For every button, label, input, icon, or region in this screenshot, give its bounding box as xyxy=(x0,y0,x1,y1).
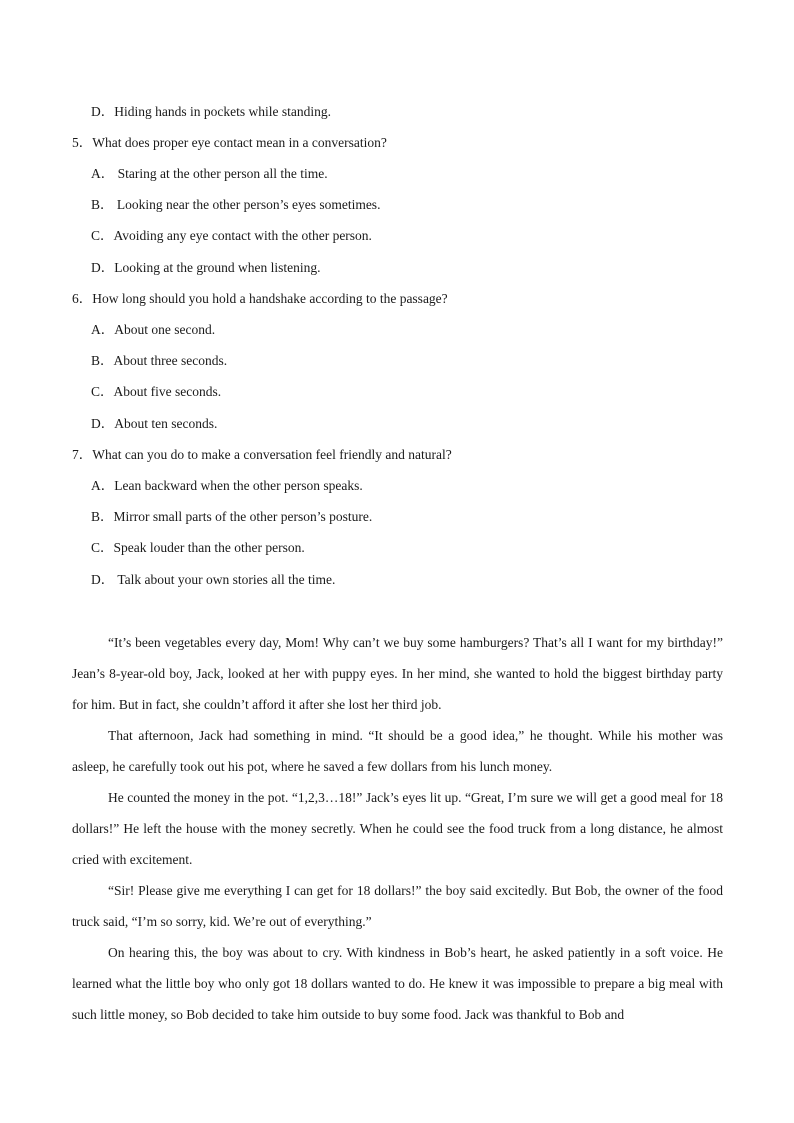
reading-passage xyxy=(72,627,723,1030)
option-7c: C．Speak louder than the other person. xyxy=(91,540,305,555)
option-6b: B．About three seconds. xyxy=(91,353,228,368)
option-4d: D．Hiding hands in pockets while standing. xyxy=(91,104,331,119)
passage-paragraph-2: That afternoon, Jack had something in mind. “It should be a good idea,” he thought. While his mother was asleep, he carefully took out his pot, where he saved a few dollars from his lunch money. xyxy=(72,728,723,774)
passage-paragraph-3: He counted the money in the pot. “1,2,3…18!” Jack’s eyes lit up. “Great, I’m sure we will get a good meal for 18 dollars!” He left the house with the money secretly. When he could see the food truck from a long distance, he almost cried with excitement. xyxy=(72,790,723,867)
option-5a: A． Staring at the other person all the time. xyxy=(91,166,328,181)
option-5b: B． Looking near the other person’s eyes sometimes. xyxy=(91,197,381,212)
option-7d: D． Talk about your own stories all the time. xyxy=(91,572,336,587)
passage-paragraph-1: “It’s been vegetables every day, Mom! Why can’t we buy some hamburgers? That’s all I want for my birthday!” Jean’s 8-year-old boy, Jack, looked at her with puppy eyes. In her mind, she wanted to hold the biggest birthday party for him. But in fact, she couldn’t afford it after she lost her third job. xyxy=(72,635,723,712)
passage-paragraph-5: On hearing this, the boy was about to cry. With kindness in Bob’s heart, he asked patiently in a soft voice. He learned what the little boy who only got 18 dollars wanted to do. He knew it was impossible to prepare a big meal with such little money, so Bob decided to take him outside to buy some food. Jack was thankful to Bob and xyxy=(72,945,723,1022)
option-6d: D．About ten seconds. xyxy=(91,416,218,431)
question-7-stem: 7．What can you do to make a conversation feel friendly and natural? xyxy=(72,447,452,462)
option-6a: A．About one second. xyxy=(91,322,216,337)
option-5c: C．Avoiding any eye contact with the other person. xyxy=(91,228,372,243)
option-5d: D．Looking at the ground when listening. xyxy=(91,260,321,275)
passage-paragraph-4: “Sir! Please give me everything I can get for 18 dollars!” the boy said excitedly. But Bob, the owner of the food truck said, “I’m so sorry, kid. We’re out of everything.” xyxy=(72,883,723,929)
question-6-stem: 6．How long should you hold a handshake according to the passage? xyxy=(72,291,448,306)
question-5-stem: 5．What does proper eye contact mean in a conversation? xyxy=(72,135,387,150)
option-7b: B．Mirror small parts of the other person’s posture. xyxy=(91,509,373,524)
option-6c: C．About five seconds. xyxy=(91,384,222,399)
option-7a: A．Lean backward when the other person speaks. xyxy=(91,478,363,493)
